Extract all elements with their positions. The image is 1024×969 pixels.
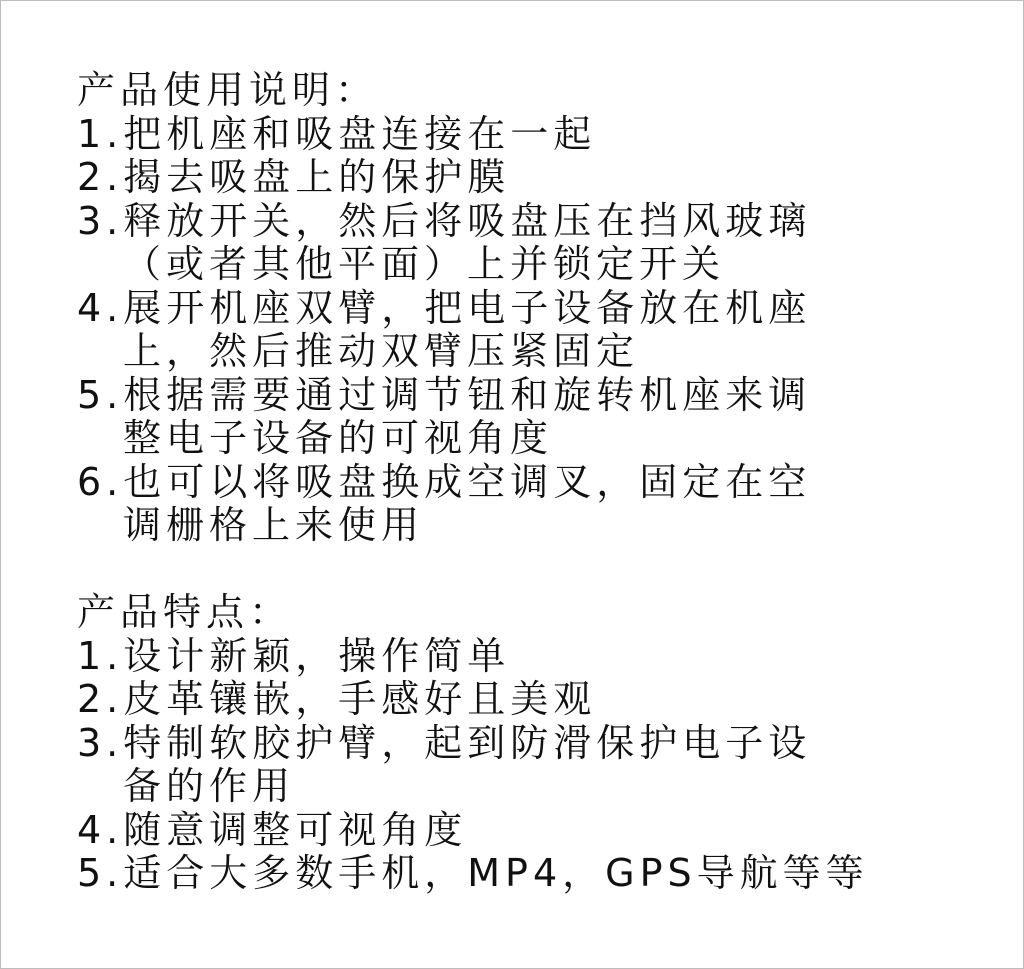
feature-item-3: 3.特制软胶护臂，起到防滑保护电子设 (77, 720, 812, 765)
usage-item-4-continuation: 上，然后推动双臂压紧固定 (123, 329, 640, 373)
features-heading: 产品特点： (77, 590, 293, 634)
usage-item-2: 2.揭去吸盘上的保护膜 (77, 155, 511, 199)
usage-item-6-continuation: 调栅格上来使用 (123, 503, 425, 547)
usage-item-3-continuation: （或者其他平面）上并锁定开关 (123, 242, 726, 286)
feature-item-3-continuation: 备的作用 (123, 764, 296, 808)
usage-item-3: 3.释放开关，然后将吸盘压在挡风玻璃 (77, 198, 812, 243)
usage-item-4: 4.展开机座双臂，把电子设备放在机座 (77, 285, 812, 330)
feature-item-1: 1.设计新颖，操作简单 (77, 633, 511, 678)
section-spacer (77, 548, 897, 592)
usage-heading: 产品使用说明： (77, 68, 379, 112)
feature-item-5: 5.适合大多数手机，MP4，GPS导航等等 (77, 851, 869, 895)
usage-item-5-continuation: 整电子设备的可视角度 (123, 416, 554, 460)
instruction-text (77, 69, 897, 896)
usage-item-6: 6.也可以将吸盘换成空调叉，固定在空 (77, 459, 812, 504)
feature-item-2: 2.皮革镶嵌，手感好且美观 (77, 677, 597, 721)
feature-item-4: 4.随意调整可视角度 (77, 807, 468, 852)
usage-item-1: 1.把机座和吸盘连接在一起 (77, 111, 597, 156)
usage-item-5: 5.根据需要通过调节钮和旋转机座来调 (77, 372, 812, 417)
